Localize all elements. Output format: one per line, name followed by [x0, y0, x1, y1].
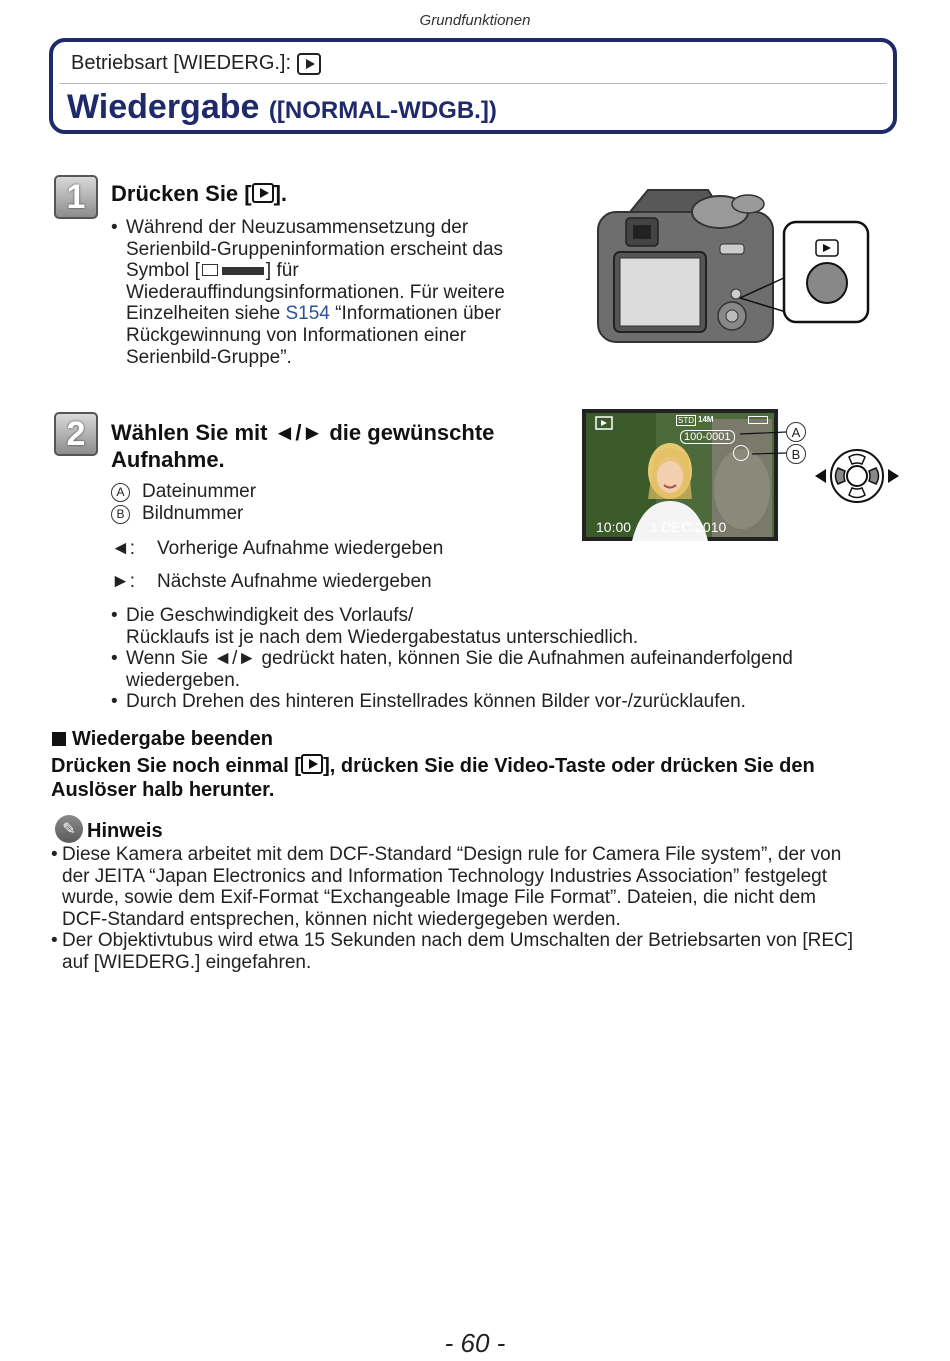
page-title-sub: ([NORMAL-WDGB.]) [268, 97, 497, 124]
page-title [67, 88, 497, 127]
hinweis-icon: ✎ [55, 815, 83, 843]
prev-text: Vorherige Aufnahme wiedergeben [157, 538, 444, 559]
end-playback-heading [52, 727, 273, 751]
end-playback-instruction [51, 754, 921, 802]
next-text: Nächste Aufnahme wiedergeben [157, 571, 432, 592]
note-item [51, 844, 911, 930]
square-bullet-icon [52, 732, 66, 746]
note-list [51, 844, 911, 974]
play-icon [252, 183, 274, 203]
bullet-line: • Die Geschwindigkeit des Vorlaufs/ [126, 605, 414, 626]
step2-bullet [111, 605, 891, 648]
step1-bullet-text1: Während der Neuzusammensetzung der Serienbild-Gruppeninformation erscheint das Symbol [ [126, 217, 504, 282]
bullet-line: • Wenn Sie ◄/► gedrückt haten, können Sie die Aufnahmen aufeinanderfolgend [126, 648, 793, 670]
step1-title [111, 180, 287, 207]
step-number-2: 2 [54, 412, 98, 456]
note-line: DCF-Standard entsprechen, können nicht wiedergegeben werden. [62, 908, 621, 930]
step1-bullet-text2: ] für Wiederauffindungsinformationen. Für weitere Einzelheiten siehe [126, 260, 505, 325]
next-symbol: ►: [111, 571, 136, 592]
note-item [51, 930, 911, 973]
end-playback-line1-prefix: Drücken Sie noch einmal [ [51, 755, 302, 777]
label-b-badge: B [111, 505, 130, 524]
camera-illustration [590, 182, 875, 354]
note-line: • Der Objektivtubus wird etwa 15 Sekunden nach dem Umschalten der Betriebsarten von [REC] [62, 930, 854, 952]
label-b-text: Bildnummer [142, 503, 244, 524]
play-icon [297, 53, 321, 75]
file-number: 100-0001 [680, 430, 735, 444]
note-line: wurde, sowie dem Exif-Format “Exchangeable Image File Format”. Dateien, die nicht dem [62, 887, 816, 909]
mode-label: Betriebsart [WIEDERG.]: [71, 52, 292, 74]
time-display: 10:00 [596, 519, 632, 535]
step1-title-suffix: ]. [273, 181, 288, 206]
running-header: Grundfunktionen [419, 12, 531, 29]
note-line: auf [WIEDERG.] eingefahren. [62, 951, 312, 973]
mode-line [71, 52, 321, 75]
step2-bullets [111, 605, 891, 713]
step2-title [111, 419, 494, 473]
note-heading: Hinweis [87, 820, 163, 842]
label-a-badge: A [111, 483, 130, 502]
prev-row [111, 538, 444, 560]
quality-indicator: STD [678, 416, 694, 425]
cross-key-icon [813, 448, 901, 504]
play-icon [301, 754, 323, 774]
size-indicator: 14M [698, 415, 714, 424]
step1-bullet-text3: “Informationen über Rückgewinnung von Informationen einer Serienbild-Gruppe”. [126, 303, 501, 368]
end-playback-line1-suffix: ], drücken Sie die Video-Taste oder drücken Sie den [323, 755, 815, 777]
step2-title-line2: Aufnahme. [111, 447, 225, 472]
bullet-line: • Durch Drehen des hinteren Einstellrades können Bilder vor-/zurücklaufen. [126, 691, 746, 713]
step1-bullet [111, 217, 554, 368]
end-playback-heading-text: Wiedergabe beenden [72, 728, 273, 750]
next-row [111, 571, 432, 593]
end-playback-line2: Auslöser halb herunter. [51, 779, 275, 801]
bullet-line: Rücklaufs ist je nach dem Wiedergabestatus unterschiedlich. [126, 626, 639, 648]
label-b-row [111, 503, 243, 525]
note-line: der JEITA “Japan Electronics and Information Technology Industries Association” festgelegt [62, 865, 827, 887]
step2-bullet [111, 691, 891, 713]
label-a-text: Dateinummer [142, 481, 257, 502]
step1-title-prefix: Drücken Sie [ [111, 181, 252, 206]
burst-group-icon [200, 263, 266, 277]
step-number-1: 1 [54, 175, 98, 219]
note-line: • Diese Kamera arbeitet mit dem DCF-Standard “Design rule for Camera File system”, der von [62, 844, 842, 865]
title-box [49, 38, 897, 134]
prev-symbol: ◄: [111, 538, 136, 559]
page-number: - 60 - [444, 1328, 506, 1358]
step2-title-line1: Wählen Sie mit ◄/► die gewünschte [111, 420, 495, 445]
callout-b: B [786, 444, 806, 464]
title-divider [59, 83, 887, 84]
step2-bullet [111, 648, 891, 691]
page-link[interactable]: S154 [285, 303, 330, 325]
callout-a: A [786, 422, 806, 442]
end-playback-line1 [51, 754, 921, 778]
page-title-main: Wiedergabe [67, 88, 260, 126]
bullet-line: wiedergeben. [126, 669, 241, 691]
label-a-row [111, 481, 256, 503]
date-display: 1.DEC.2010 [650, 519, 727, 535]
